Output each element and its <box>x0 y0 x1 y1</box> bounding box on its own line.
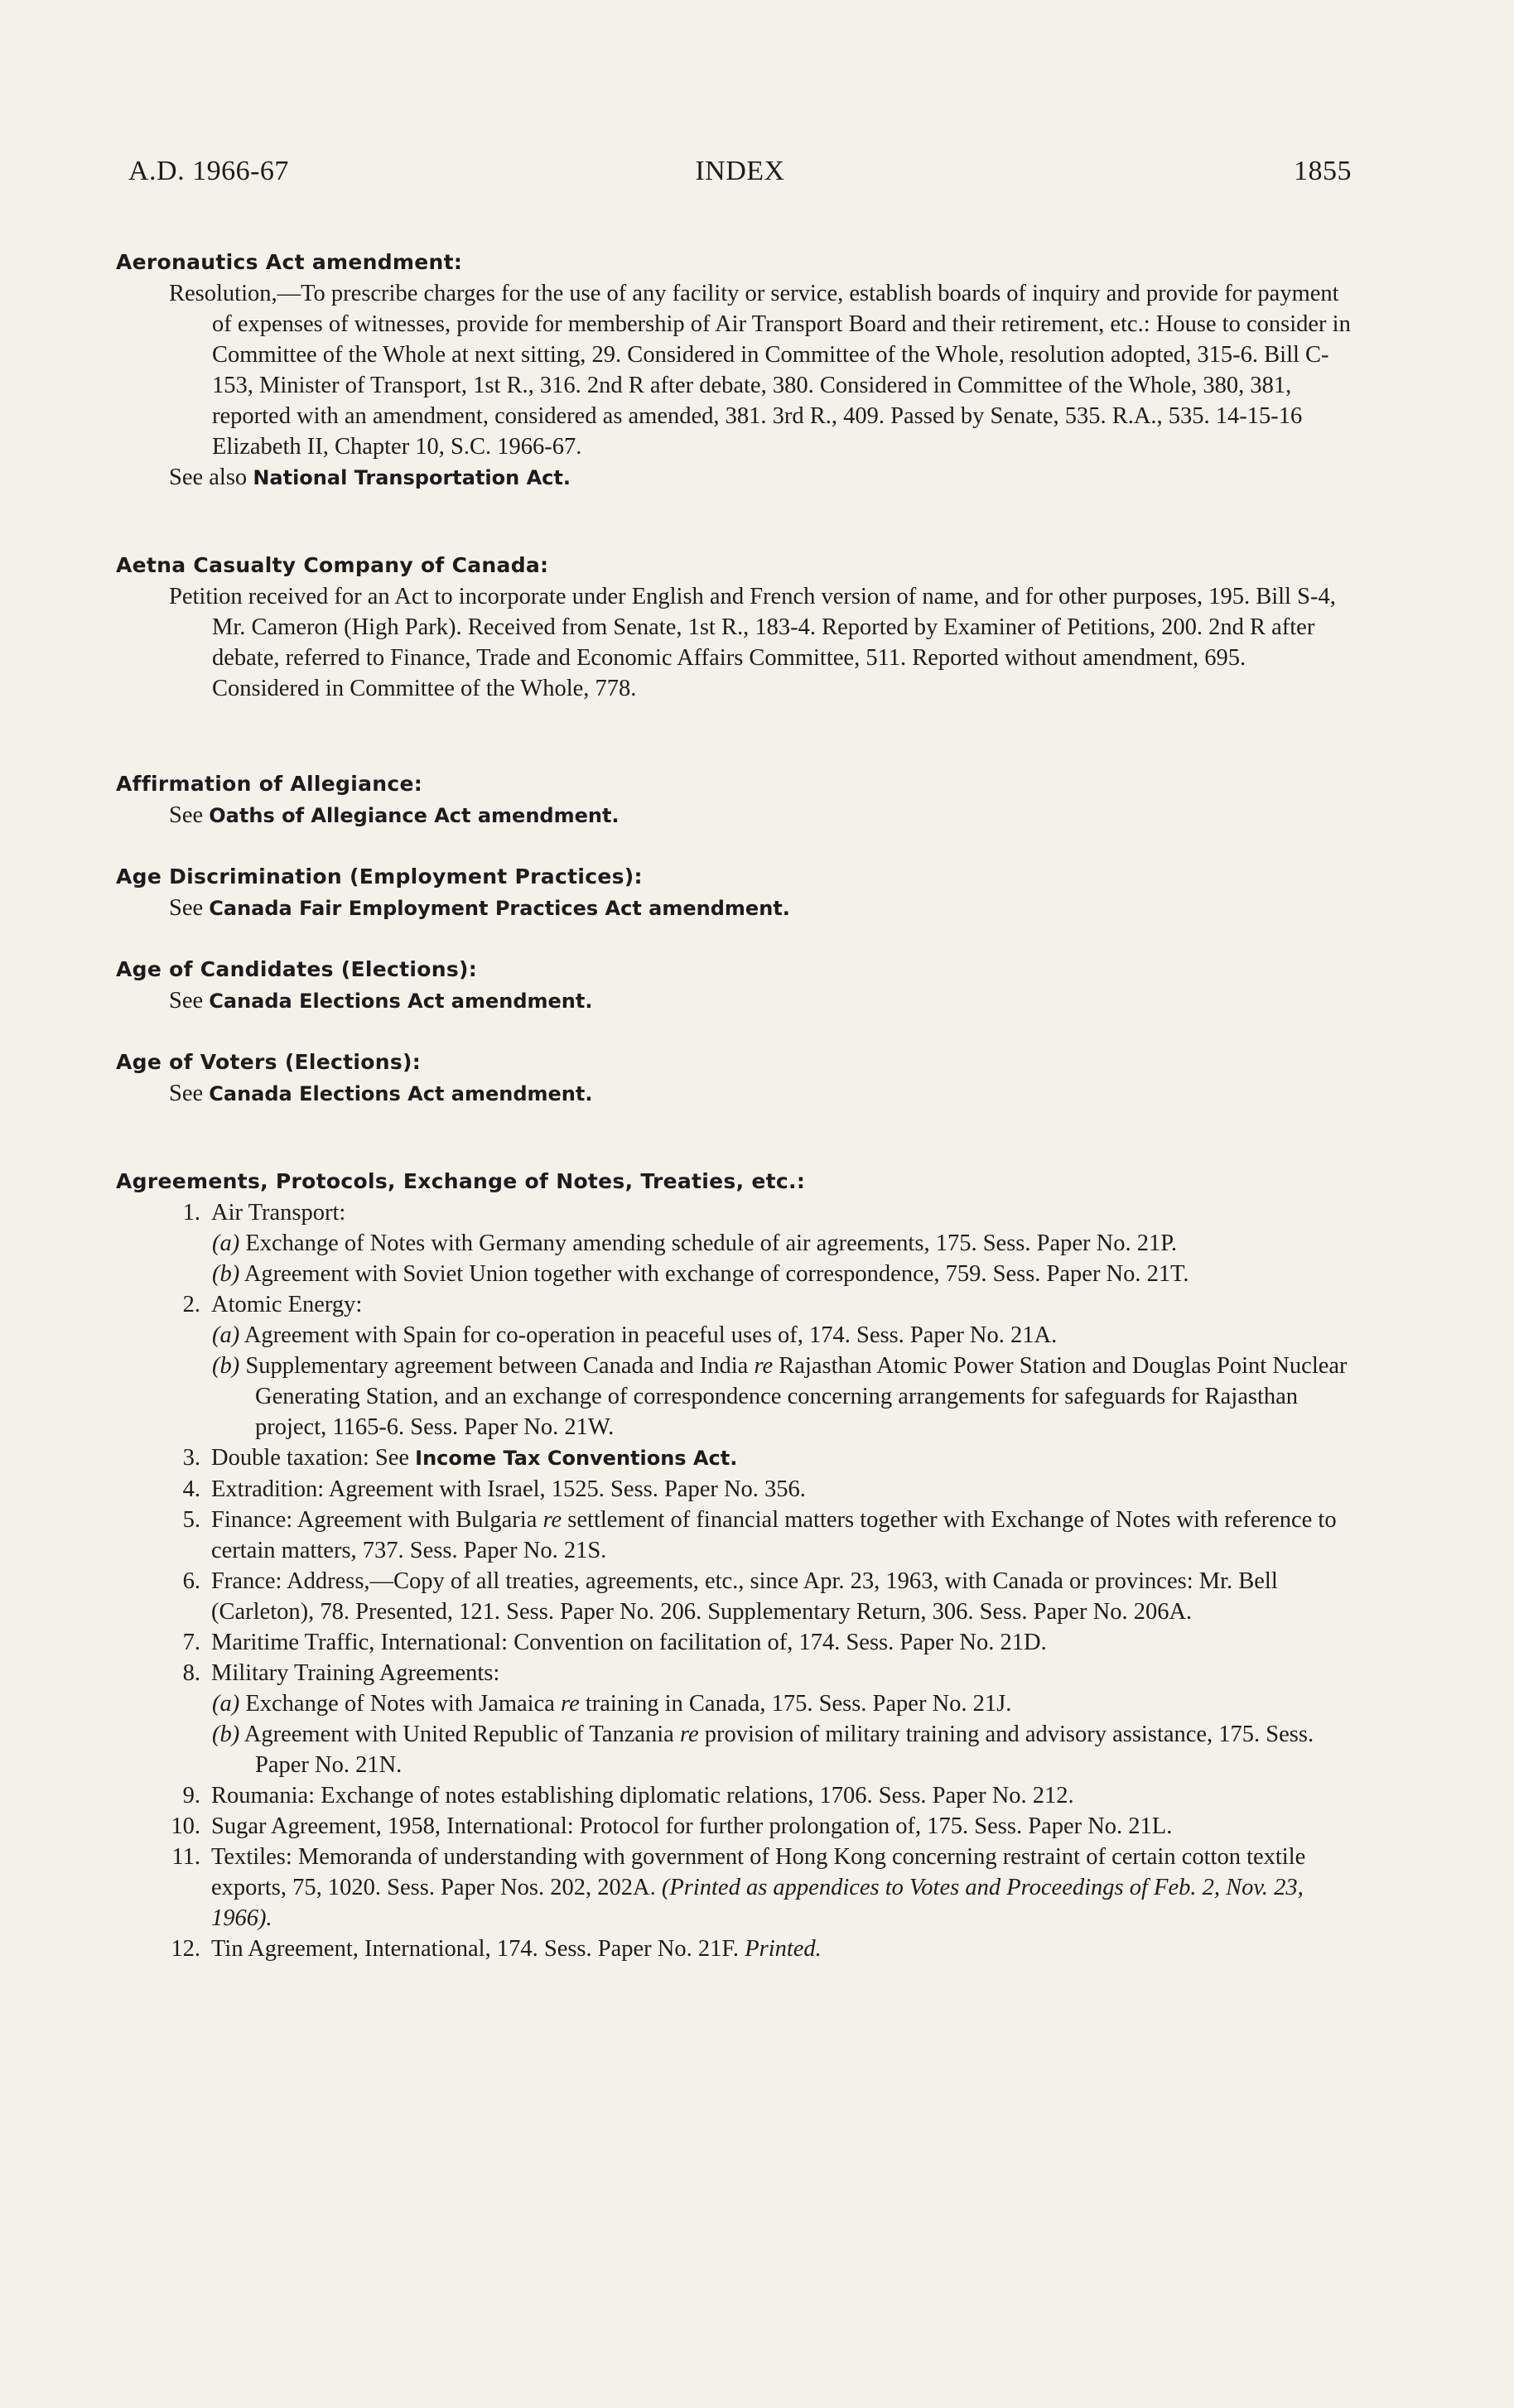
index-body <box>116 247 1358 1964</box>
sub-item: (a) Agreement with Spain for co-operation in peaceful uses of, 174. Sess. Paper No. 21A. <box>212 1322 1058 1348</box>
running-head <box>128 156 1352 197</box>
see-prefix: See <box>169 895 204 921</box>
entry-heading: Aeronautics Act amendment: <box>116 250 463 274</box>
entry-agreements <box>116 1166 1358 1964</box>
sub-item: (b) Agreement with Soviet Union together with exchange of correspondence, 759. Sess. Paper No. 21T. <box>212 1261 1189 1287</box>
header-date: A.D. 1966-67 <box>128 156 289 186</box>
entry-body: Resolution,—To prescribe charges for the use of any facility or service, establish boards of inquiry and provide for payment of expenses of witnesses, provide for membership of Air Transport Board and their retirement, etc.: House to consider in Committee of the Whole at next sitting, 29. Considered in Committee of the Whole, resolution adopted, 315-6. Bill C-153, Minister of Transport, 1st R., 316. 2nd R after debate, 380. Considered in Committee of the Whole, 380, 381, reported with an amendment, considered as amended, 381. 3rd R., 409. Passed by Senate, 535. R.A., 535. 14-15-16 Elizabeth II, Chapter 10, S.C. 1966-67. <box>169 281 1351 460</box>
sub-item: (a) Exchange of Notes with Germany amending schedule of air agreements, 175. Sess. Paper No. 21P. <box>212 1230 1178 1256</box>
list-item: 9. Roumania: Exchange of notes establishing diplomatic relations, 1706. Sess. Paper No. 212. <box>182 1783 1074 1808</box>
list-item: 7. Maritime Traffic, International: Convention on facilitation of, 174. Sess. Paper No. 21D. <box>182 1630 1047 1655</box>
sub-item: (b) Supplementary agreement between Canada and India re Rajasthan Atomic Power Station and Douglas Point Nuclear Generating Station, and an exchange of correspondence concerning arrangements for safeguards for Rajasthan project, 1165-6. Sess. Paper No. 21W. <box>212 1353 1348 1440</box>
see-prefix: See <box>169 802 204 828</box>
see-prefix: See <box>169 988 204 1014</box>
cross-reference: National Transportation Act. <box>253 466 571 489</box>
entry-body: Petition received for an Act to incorporate under English and French version of name, and for other purposes, 195. Bill S-4, Mr. Cameron (High Park). Received from Senate, 1st R., 183-4. Reported by Examiner of Petitions, 200. 2nd R after debate, referred to Finance, Trade and Economic Affairs Committee, 511. Reported without amendment, 695. Considered in Committee of the Whole, 778. <box>169 584 1336 701</box>
list-item: 10. Sugar Agreement, 1958, International: Protocol for further prolongation of, 175. Sess. Paper No. 21L. <box>171 1813 1173 1839</box>
cross-reference: Canada Elections Act amendment. <box>209 1082 593 1105</box>
entry-affirmation <box>116 768 1358 831</box>
entry-heading: Aetna Casualty Company of Canada: <box>116 553 549 577</box>
list-item: 12. Tin Agreement, International, 174. Sess. Paper No. 21F. Printed. <box>171 1936 822 1962</box>
sub-item: (b) Agreement with United Republic of Tanzania re provision of military training and advisory assistance, 175. Sess. Paper No. 21N. <box>212 1722 1314 1778</box>
entry-heading: Age Discrimination (Employment Practices): <box>116 864 643 889</box>
entry-age-voters <box>116 1047 1358 1110</box>
entry-aetna <box>116 550 1358 704</box>
list-item: 5. Finance: Agreement with Bulgaria re settlement of financial matters together with Exchange of Notes with reference to certain matters, 737. Sess. Paper No. 21S. <box>182 1507 1337 1563</box>
cross-reference: Income Tax Conventions Act. <box>415 1447 738 1470</box>
list-item: 4. Extradition: Agreement with Israel, 1525. Sess. Paper No. 356. <box>182 1476 806 1502</box>
see-reference <box>169 893 1358 924</box>
list-item: 3. Double taxation: See Income Tax Conventions Act. <box>182 1445 738 1471</box>
page-number: 1855 <box>1294 156 1352 186</box>
cross-reference: Oaths of Allegiance Act amendment. <box>209 804 620 827</box>
cross-reference: Canada Elections Act amendment. <box>209 990 593 1013</box>
entry-age-candidates <box>116 954 1358 1017</box>
see-prefix: See also <box>169 465 248 490</box>
entry-heading: Age of Candidates (Elections): <box>116 957 478 981</box>
see-reference <box>169 985 1358 1017</box>
list-item: 8. Military Training Agreements: <box>182 1660 500 1686</box>
cross-reference: Canada Fair Employment Practices Act amendment. <box>209 897 790 920</box>
see-reference <box>169 800 1358 831</box>
see-also <box>169 462 1358 494</box>
agreement-list <box>116 1197 1358 1964</box>
list-item: 11. Textiles: Memoranda of understanding with government of Hong Kong concerning restraint of certain cotton textile exports, 75, 1020. Sess. Paper Nos. 202, 202A. (Printed as appendices to Votes and Proceedings of Feb. 2, Nov. 23, 1966). <box>171 1844 1306 1931</box>
entry-heading: Agreements, Protocols, Exchange of Notes, Treaties, etc.: <box>116 1169 806 1193</box>
list-item: 6. France: Address,—Copy of all treaties, agreements, etc., since Apr. 23, 1963, with Canada or provinces: Mr. Bell (Carleton), 78. Presented, 121. Sess. Paper No. 206. Supplementary Return, 306. Sess. Paper No. 206A. <box>182 1568 1278 1625</box>
sub-item: (a) Exchange of Notes with Jamaica re training in Canada, 175. Sess. Paper No. 21J. <box>212 1691 1012 1717</box>
entry-aeronautics <box>116 247 1358 494</box>
entry-heading: Affirmation of Allegiance: <box>116 772 423 796</box>
see-reference <box>169 1078 1358 1110</box>
entry-age-discrimination <box>116 861 1358 924</box>
header-title: INDEX <box>695 156 785 186</box>
see-prefix: See <box>169 1081 204 1106</box>
list-item: 2. Atomic Energy: <box>182 1292 363 1317</box>
list-item: 1. Air Transport: <box>182 1200 346 1226</box>
entry-heading: Age of Voters (Elections): <box>116 1050 422 1074</box>
